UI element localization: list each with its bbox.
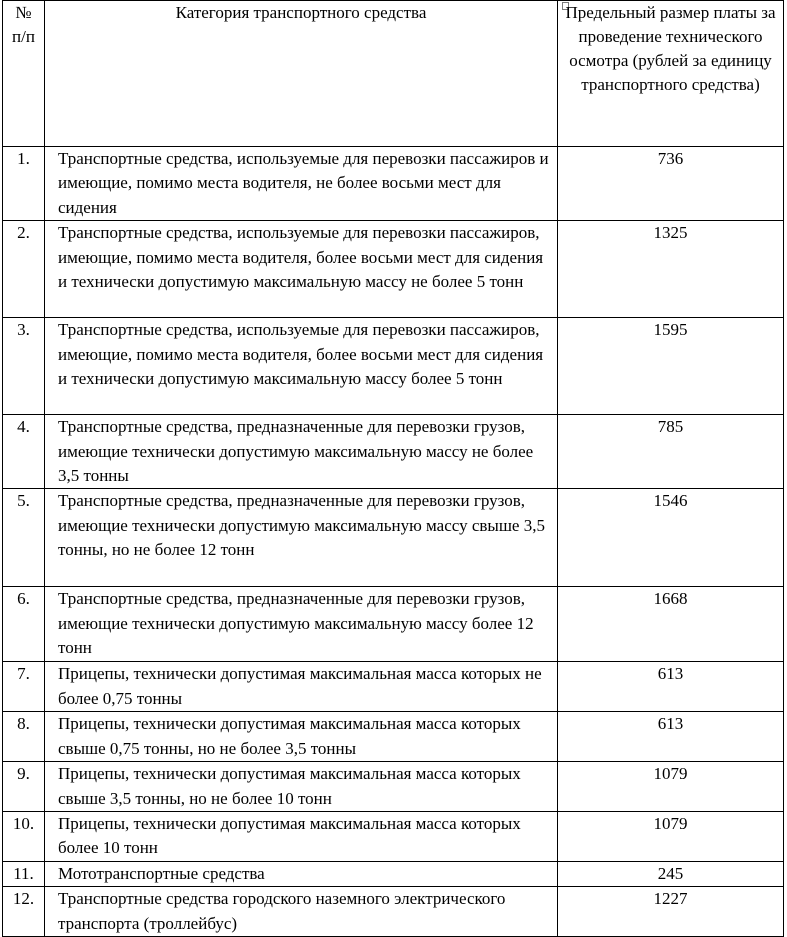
table-row bbox=[3, 318, 784, 415]
row-number: 3. bbox=[3, 318, 45, 415]
row-number: 1. bbox=[3, 147, 45, 221]
table-row bbox=[3, 712, 784, 762]
row-number: 12. bbox=[3, 887, 45, 937]
row-fee: 1595 bbox=[558, 318, 784, 415]
inspection-fee-table bbox=[2, 0, 784, 937]
header-fee: Предельный размер платы за проведение технического осмотра (рублей за единицу транспортного средства) bbox=[558, 1, 784, 147]
row-fee: 785 bbox=[558, 415, 784, 489]
row-fee: 1079 bbox=[558, 762, 784, 812]
header-category: Категория транспортного средства bbox=[45, 1, 558, 147]
table-row bbox=[3, 762, 784, 812]
row-category: Транспортные средства городского наземного электрического транспорта (троллейбус) bbox=[45, 887, 558, 937]
row-fee: 1546 bbox=[558, 489, 784, 587]
row-number: 4. bbox=[3, 415, 45, 489]
table-row bbox=[3, 221, 784, 318]
row-fee: 1227 bbox=[558, 887, 784, 937]
row-category: Прицепы, технически допустимая максимальная масса которых более 10 тонн bbox=[45, 812, 558, 862]
row-category: Транспортные средства, предназначенные для перевозки грузов, имеющие технически допустимую максимальную массу свыше 3,5 тонны, но не более 12 тонн bbox=[45, 489, 558, 587]
row-fee: 736 bbox=[558, 147, 784, 221]
table-row bbox=[3, 415, 784, 489]
table-row bbox=[3, 489, 784, 587]
row-category: Транспортные средства, используемые для перевозки пассажиров и имеющие, помимо места водителя, не более восьми мест для сидения bbox=[45, 147, 558, 221]
row-number: 6. bbox=[3, 587, 45, 662]
row-category: Мототранспортные средства bbox=[45, 861, 558, 886]
row-fee: 1668 bbox=[558, 587, 784, 662]
row-number: 7. bbox=[3, 662, 45, 712]
table-row bbox=[3, 861, 784, 886]
row-category: Прицепы, технически допустимая максимальная масса которых свыше 3,5 тонны, но не более 10 тонн bbox=[45, 762, 558, 812]
row-number: 9. bbox=[3, 762, 45, 812]
row-category: Прицепы, технически допустимая максимальная масса которых свыше 0,75 тонны, но не более 3,5 тонны bbox=[45, 712, 558, 762]
row-number: 2. bbox=[3, 221, 45, 318]
table-row bbox=[3, 662, 784, 712]
table-row bbox=[3, 147, 784, 221]
row-category: Транспортные средства, предназначенные для перевозки грузов, имеющие технически допустимую максимальную массу более 12 тонн bbox=[45, 587, 558, 662]
row-category: Транспортные средства, используемые для перевозки пассажиров, имеющие, помимо места водителя, более восьми мест для сидения и технически допустимую максимальную массу не более 5 тонн bbox=[45, 221, 558, 318]
row-number: 8. bbox=[3, 712, 45, 762]
table-row bbox=[3, 887, 784, 937]
table-row bbox=[3, 587, 784, 662]
header-number: № п/п bbox=[3, 1, 45, 147]
table-row bbox=[3, 812, 784, 862]
row-fee: 613 bbox=[558, 712, 784, 762]
row-number: 10. bbox=[3, 812, 45, 862]
row-fee: 1325 bbox=[558, 221, 784, 318]
row-fee: 245 bbox=[558, 861, 784, 886]
row-fee: 1079 bbox=[558, 812, 784, 862]
row-category: Транспортные средства, используемые для перевозки пассажиров, имеющие, помимо места водителя, более восьми мест для сидения и технически допустимую максимальную массу более 5 тонн bbox=[45, 318, 558, 415]
row-fee: 613 bbox=[558, 662, 784, 712]
row-category: Прицепы, технически допустимая максимальная масса которых не более 0,75 тонны bbox=[45, 662, 558, 712]
row-category: Транспортные средства, предназначенные для перевозки грузов, имеющие технически допустимую максимальную массу не более 3,5 тонны bbox=[45, 415, 558, 489]
row-number: 11. bbox=[3, 861, 45, 886]
table-header-row bbox=[3, 1, 784, 147]
row-number: 5. bbox=[3, 489, 45, 587]
